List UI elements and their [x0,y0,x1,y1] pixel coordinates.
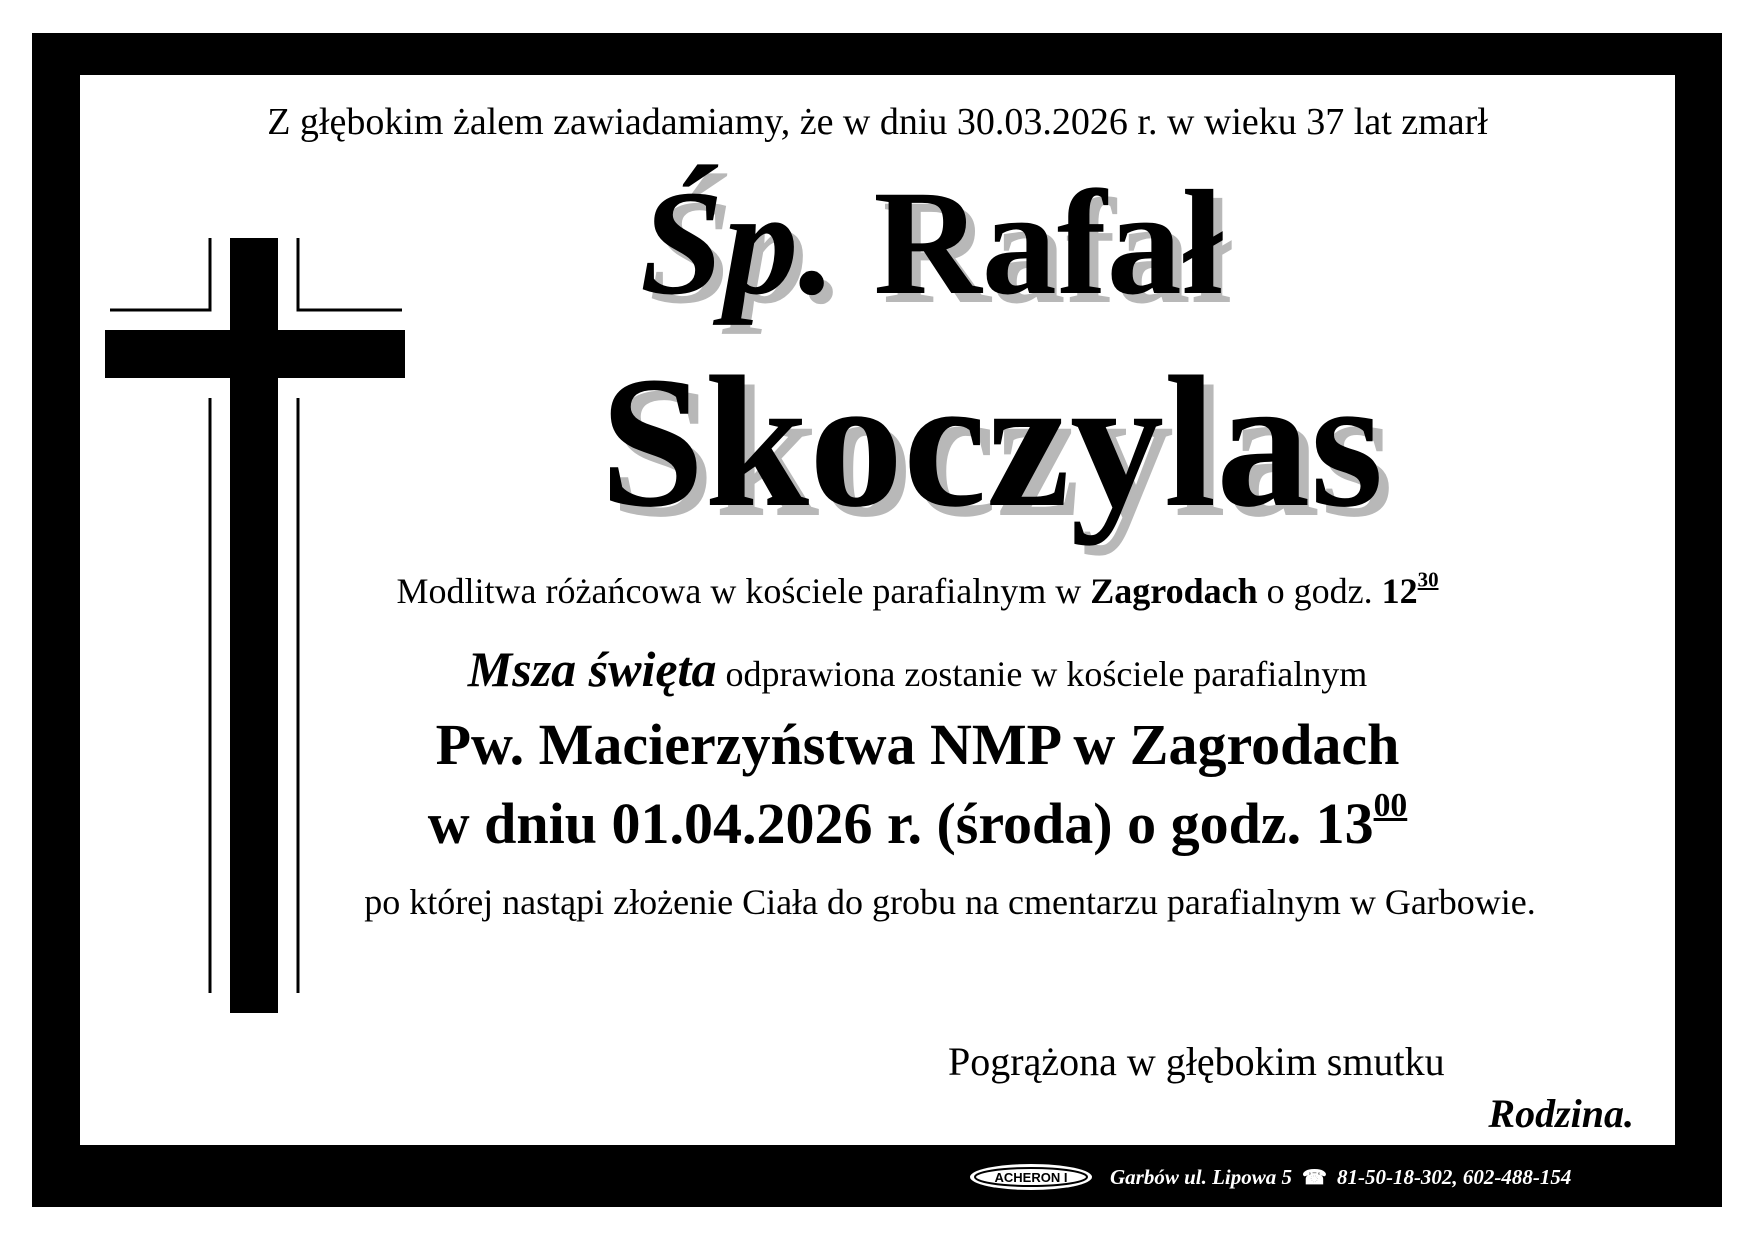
first-name: Rafał [873,160,1224,326]
mass-hour: 13 [1315,791,1374,856]
rosary-text: Modlitwa różańcowa w kościele parafialnym w [396,571,1091,611]
acheron-logo [968,1162,1094,1192]
mass-info [260,640,1575,698]
signature: Rodzina. [1488,1091,1634,1136]
mass-text: odprawiona zostanie w kościele parafialnym [725,654,1368,694]
footer-contact [1110,1165,1571,1190]
intro-text: Z głębokim żalem zawiadamiamy, że w dniu 30.03.2026 r. w wieku 37 lat zmarł [267,101,1488,143]
footer-phones: 81-50-18-302, 602-488-154 [1336,1164,1572,1189]
deceased-first-name-line [640,160,1224,326]
mass-title: Msza święta [467,641,717,697]
footer [968,1162,1571,1192]
deceased-last-name: Skoczylas [600,337,1384,546]
mass-date [260,787,1575,857]
rosary-place: Zagrodach [1090,571,1258,611]
prefix-sp: Śp. [640,160,836,326]
mass-date-text: w dniu 01.04.2026 r. (środa) o godz. [427,791,1316,856]
rosary-info [260,567,1575,612]
burial-info: po której nastąpi złożenie Ciała do grobu na cmentarzu parafialnym w Garbowie. [364,882,1536,922]
church-name: Pw. Macierzyństwa NMP w Zagrodach [435,712,1400,777]
rosary-hour: 12 [1381,571,1418,611]
footer-address: Garbów ul. Lipowa 5 [1110,1164,1293,1189]
mass-minutes: 00 [1373,787,1408,825]
logo-text: ACHERON I [994,1170,1068,1185]
rosary-time-label: o godz. [1257,571,1382,611]
phone-icon: ☎ [1302,1166,1327,1189]
closing-text: Pogrążona w głębokim smutku [948,1039,1445,1084]
rosary-minutes: 30 [1417,567,1439,592]
